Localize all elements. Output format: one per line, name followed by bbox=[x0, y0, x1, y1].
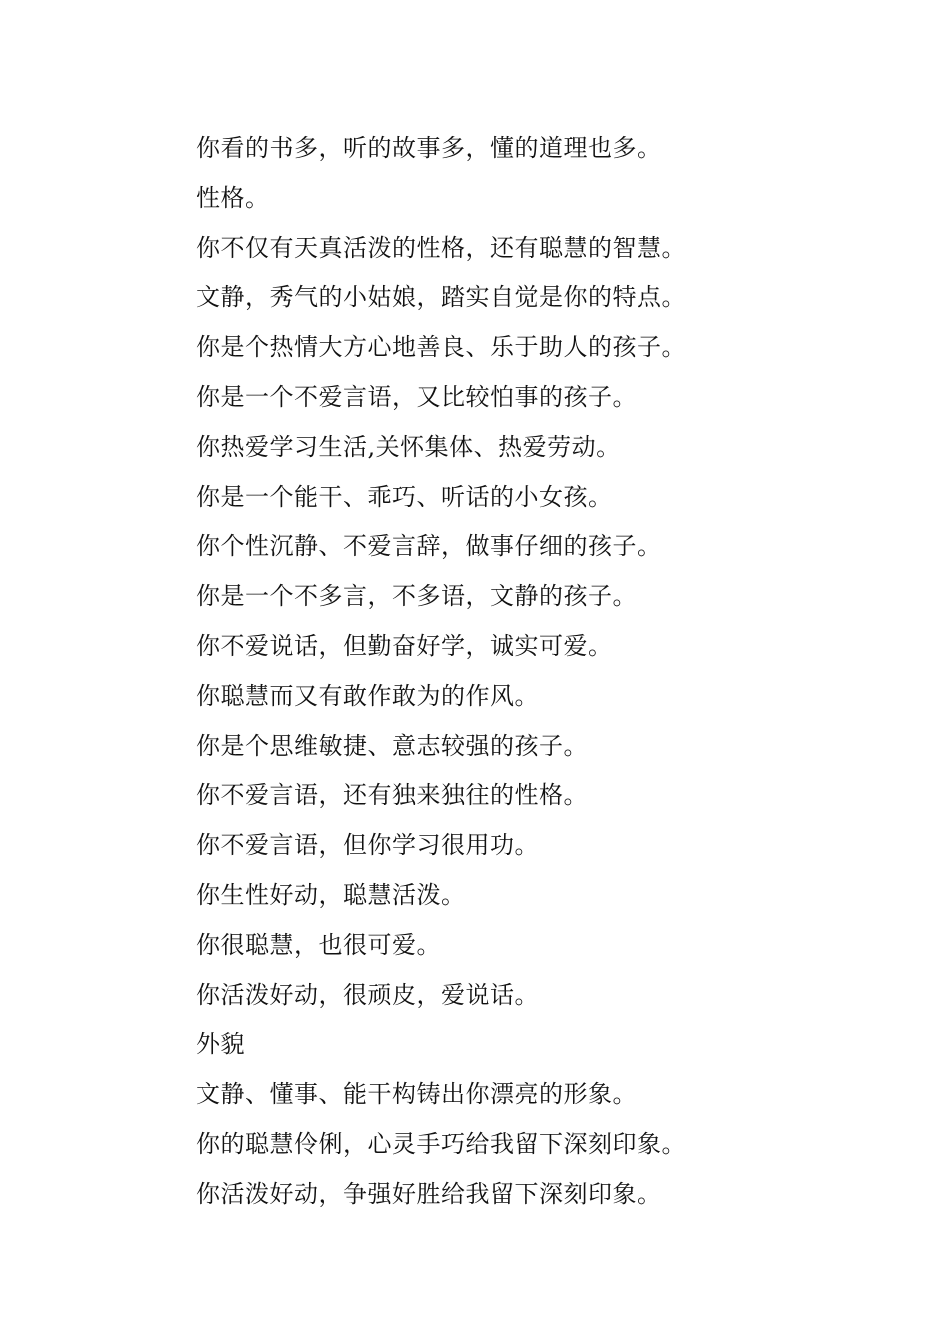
text-line: 你聪慧而又有敢作敢为的作风。 bbox=[196, 681, 539, 710]
text-line: 你个性沉静、不爱言辞，做事仔细的孩子。 bbox=[196, 532, 662, 561]
text-line: 文静、懂事、能干构铸出你漂亮的形象。 bbox=[196, 1080, 637, 1109]
text-line: 你活泼好动，争强好胜给我留下深刻印象。 bbox=[196, 1179, 662, 1208]
text-line: 你的聪慧伶俐，心灵手巧给我留下深刻印象。 bbox=[196, 1129, 686, 1158]
text-line: 你不仅有天真活泼的性格，还有聪慧的智慧。 bbox=[196, 233, 686, 262]
text-line: 你是一个能干、乖巧、听话的小女孩。 bbox=[196, 482, 613, 511]
section-heading-appearance: 外貌 bbox=[196, 1030, 245, 1059]
text-line: 你活泼好动，很顽皮，爱说话。 bbox=[196, 980, 539, 1009]
text-line: 你是个思维敏捷、意志较强的孩子。 bbox=[196, 731, 588, 760]
document-body bbox=[196, 128, 896, 1224]
text-line: 你不爱言语，但你学习很用功。 bbox=[196, 831, 539, 860]
text-line: 你生性好动，聪慧活泼。 bbox=[196, 880, 466, 909]
text-line: 你不爱说话，但勤奋好学，诚实可爱。 bbox=[196, 631, 613, 660]
text-line: 文静，秀气的小姑娘，踏实自觉是你的特点。 bbox=[196, 283, 686, 312]
section-heading-personality: 性格。 bbox=[196, 183, 270, 212]
text-line: 你热爱学习生活,关怀集体、热爱劳动。 bbox=[196, 432, 621, 461]
text-line: 你看的书多，听的故事多，懂的道理也多。 bbox=[196, 134, 662, 162]
text-line: 你很聪慧，也很可爱。 bbox=[196, 930, 441, 959]
text-line: 你不爱言语，还有独来独往的性格。 bbox=[196, 781, 588, 810]
text-line: 你是个热情大方心地善良、乐于助人的孩子。 bbox=[196, 333, 686, 362]
text-line: 你是一个不多言，不多语，文静的孩子。 bbox=[196, 582, 637, 611]
text-line: 你是一个不爱言语，又比较怕事的孩子。 bbox=[196, 382, 637, 411]
